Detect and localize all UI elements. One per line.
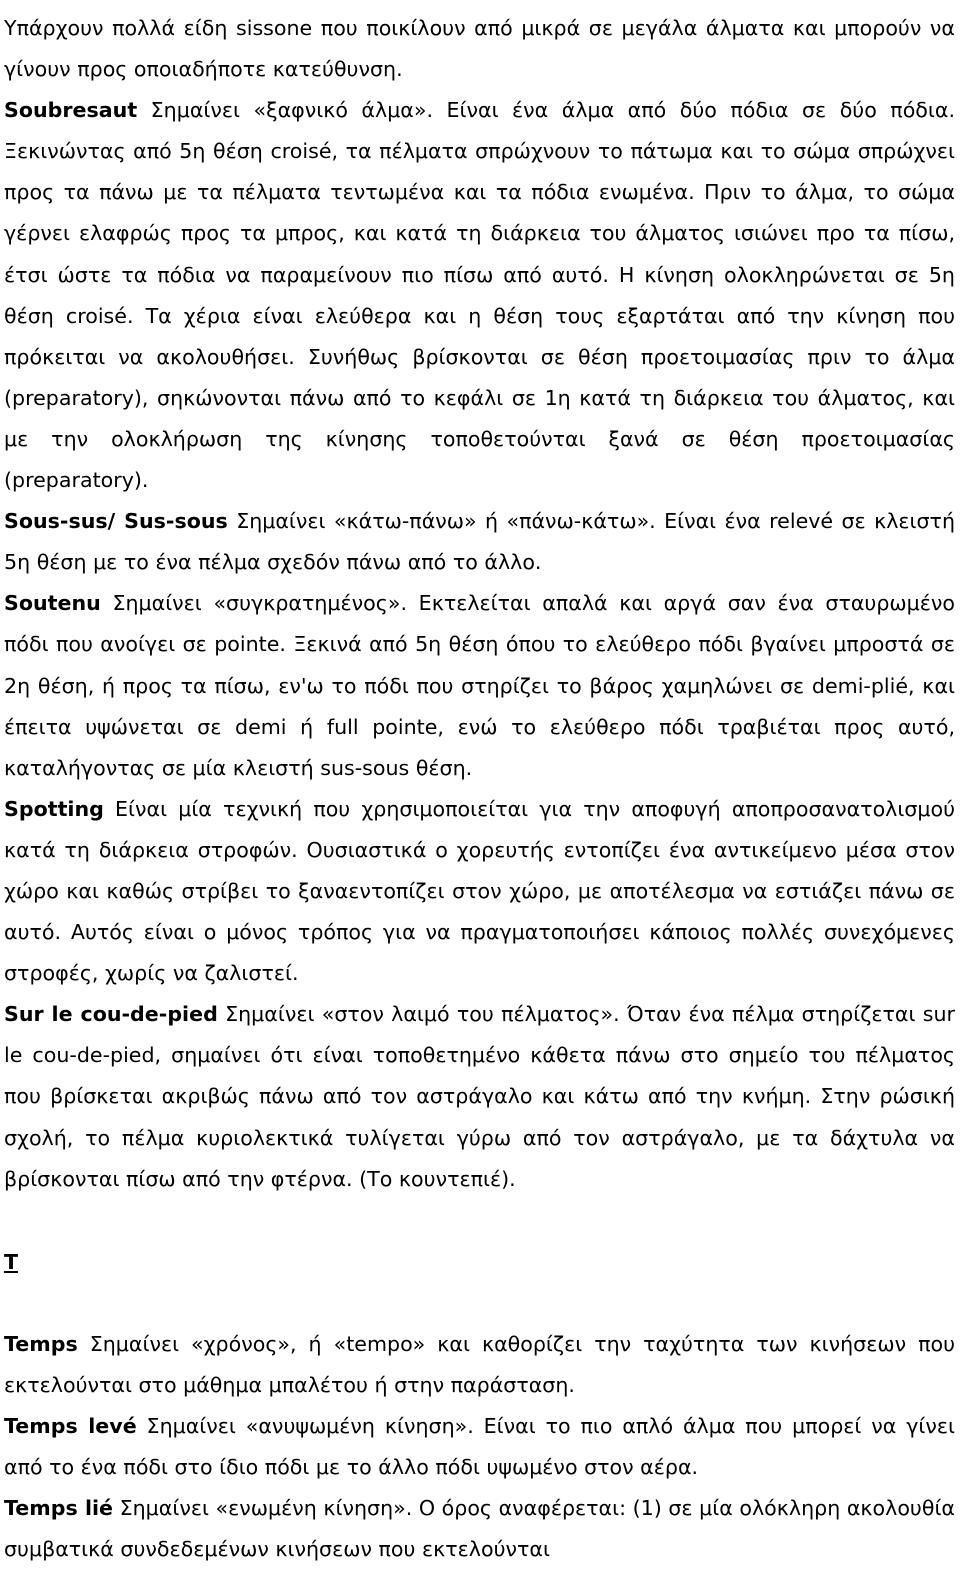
entry-definition: Σημαίνει «συγκρατημένος». Εκτελείται απαλά και αργά σαν ένα σταυρωμένο πόδι που ανοίγει σε pointe. Ξεκινά από 5η θέση όπου το ελεύθερο πόδι βγαίνει μπροστά σε 2η θέση, ή προς τα πίσω, εν'ω το πόδι που στηρίζει το βάρος χαμηλώνει σε demi-plié, και έπειτα υψώνεται σε demi ή full pointe, ενώ το ελεύθερο πόδι τραβιέται προς αυτό, καταλήγοντας σε μία κλειστή sus-sous θέση. xyxy=(4,591,955,780)
entry-term: Sur le cou-de-pied xyxy=(4,1002,218,1027)
entry-definition: Σημαίνει «ενωμένη κίνηση». Ο όρος αναφέρεται: (1) σε μία ολόκληρη ακολουθία συμβατικά συνδεδεμένων κινήσεων που εκτελούνται xyxy=(4,1496,955,1562)
glossary-entry-soubresaut xyxy=(4,90,955,501)
entry-definition: Σημαίνει «ανυψωμένη κίνηση». Είναι το πιο απλό άλμα που μπορεί να γίνει από το ένα πόδι στο ίδιο πόδι με το άλλο πόδι υψωμένο στον αέρα. xyxy=(4,1413,955,1479)
section-spacer xyxy=(4,1283,955,1324)
entry-definition: Είναι μία τεχνική που χρησιμοποιείται για την αποφυγή αποπροσανατολισμού κατά τη διάρκεια στροφών. Ουσιαστικά ο χορευτής εντοπίζει ένα αντικείμενο μέσα στον χώρο και καθώς στρίβει το ξαναεντοπίζει στον χώρο, με αποτέλεσμα να εστιάζει πάνω σε αυτό. Αυτός είναι ο μόνος τρόπος για να πραγματοποιήσει κάποιος πολλές συνεχόμενες στροφές, χωρίς να ζαλιστεί. xyxy=(4,796,955,986)
glossary-entry-temps-lie xyxy=(4,1488,955,1570)
entry-definition: Σημαίνει «ξαφνικό άλμα». Είναι ένα άλμα από δύο πόδια σε δύο πόδια. Ξεκινώντας από 5η θέση croisé, τα πέλματα σπρώχνουν το πάτωμα και το σώμα σπρώχνει προς τα πάνω με τα πέλματα τεντωμένα και τα πόδια ενωμένα. Πριν το άλμα, το σώμα γέρνει ελαφρώς προς τα μπρος, και κατά τη διάρκεια του άλματος ισιώνει προ τα πίσω, έτσι ώστε τα πόδια να παραμείνουν πιο πίσω από αυτό. Η κίνηση ολοκληρώνεται σε 5η θέση croisé. Τα χέρια είναι ελεύθερα και η θέση τους εξαρτάται από την κίνηση που πρόκειται να ακολουθήσει. Συνήθως βρίσκονται σε θέση προετοιμασίας πριν το άλμα (preparatory), σηκώνονται πάνω από το κεφάλι σε 1η κατά τη διάρκεια του άλματος, και με την ολοκλήρωση της κίνησης τοποθετούνται ξανά σε θέση προετοιμασίας (preparatory). xyxy=(4,98,955,493)
entry-term: Sous-sus/ Sus-sous xyxy=(4,509,228,534)
glossary-entry-sous-sus xyxy=(4,501,955,583)
glossary-entry-temps xyxy=(4,1324,955,1406)
glossary-entry-soutenu xyxy=(4,583,955,788)
entry-term: Soutenu xyxy=(4,591,101,616)
glossary-entry-spotting xyxy=(4,789,955,994)
section-letter-heading: T xyxy=(4,1249,19,1274)
entry-definition: Σημαίνει «χρόνος», ή «tempo» και καθορίζει την ταχύτητα των κινήσεων που εκτελούνται στο μάθημα μπαλέτου ή στην παράσταση. xyxy=(4,1331,955,1397)
entry-term: Temps xyxy=(4,1331,78,1356)
entry-term: Soubresaut xyxy=(4,98,138,123)
entry-term: Spotting xyxy=(4,796,104,821)
entry-definition: Σημαίνει «κάτω-πάνω» ή «πάνω-κάτω». Είναι ένα relevé σε κλειστή 5η θέση με το ένα πέλμα σχεδόν πάνω από το άλλο. xyxy=(4,509,955,575)
entry-definition: Σημαίνει «στον λαιμό του πέλματος». Όταν ένα πέλμα στηρίζεται sur le cou-de-pied, σημαίνει ότι είναι τοποθετημένο κάθετα πάνω στο σημείο του πέλματος που βρίσκεται ακριβώς πάνω από τον αστράγαλο και κάτω από την κνήμη. Στην ρώσική σχολή, το πέλμα κυριολεκτικά τυλίγεται γύρω από τον αστράγαλο, με τα δάχτυλα να βρίσκονται πίσω από την φτέρνα. (Το κουντεπιέ). xyxy=(4,1002,956,1191)
glossary-entry-sur-le-cou-de-pied xyxy=(4,994,955,1199)
glossary-entry-temps-leve xyxy=(4,1406,955,1488)
document-page xyxy=(4,8,955,1570)
entry-term: Temps lié xyxy=(4,1496,114,1521)
intro-paragraph: Υπάρχουν πολλά είδη sissone που ποικίλουν από μικρά σε μεγάλα άλματα και μπορούν να γίνουν προς οποιαδήποτε κατεύθυνση. xyxy=(4,16,955,82)
entry-term: Temps levé xyxy=(4,1413,137,1438)
